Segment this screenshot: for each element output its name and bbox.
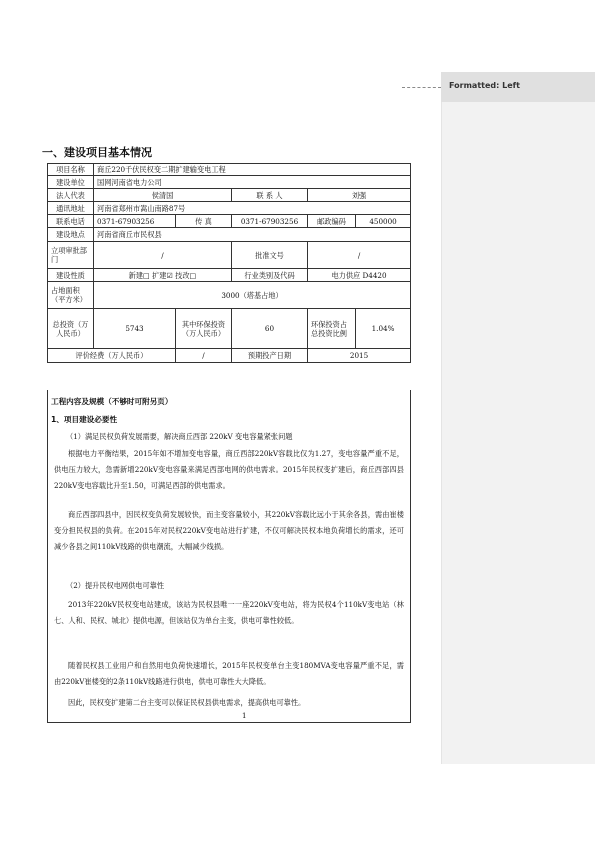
contact-value: 刘强 — [308, 189, 411, 202]
approval-no-value: / — [308, 242, 411, 269]
env-ratio-value: 1.04% — [356, 309, 411, 349]
total-invest-value: 5743 — [94, 309, 176, 349]
industry-value: 电力供应 D4420 — [308, 269, 411, 282]
paragraph-2: 商丘西部四县中，因民权变负荷发展较快，而主变容量较小，其220kV容载比远小于其余各县，需由崔楼变分担民权县的负荷。在2015年对民权220kV变电站进行扩建，不仅可解决民权本地负荷增长的需求，还可减少各县之间110kV线路的供电潮流，大幅减少线损。 — [54, 510, 404, 551]
postcode-label: 邮政编码 — [308, 215, 356, 228]
paragraph-1: 根据电力平衡结果，2015年如不增加变电容量，商丘西部220kV容载比仅为1.27，变电容量严重不足，供电压力较大，急需新增220kV变电容量来满足西部电网的供电需求。2015年民权变扩建后，商丘西部四县220kV变电容载比升至1.50，可满足西部的供电需求。 — [54, 449, 404, 490]
content-heading: 工程内容及规模（不够时可附另页） — [51, 397, 173, 406]
necessity-heading: 1、项目建设必要性 — [51, 415, 118, 424]
table-row — [48, 189, 411, 202]
builder-value: 国网河南省电力公司 — [94, 176, 411, 189]
area-label: 占地面积（平方米） — [48, 282, 94, 309]
fax-value: 0371-67903256 — [232, 215, 308, 228]
nature-label: 建设性质 — [48, 269, 94, 282]
table-row — [48, 282, 411, 309]
project-content-box — [47, 390, 411, 723]
location-label: 建设地点 — [48, 228, 94, 242]
section-title: 一、建设项目基本情况 — [42, 146, 152, 159]
project-name-label: 项目名称 — [48, 164, 94, 176]
builder-label: 建设单位 — [48, 176, 94, 189]
approval-no-label: 批准文号 — [232, 242, 308, 269]
assess-fee-label: 评价经费（万人民币） — [48, 349, 176, 363]
approval-dept-value: / — [94, 242, 232, 269]
table-row — [48, 309, 411, 349]
table-row — [48, 215, 411, 228]
prod-date-label: 预期投产日期 — [232, 349, 308, 363]
page-number: 1 — [242, 712, 247, 720]
paragraph-4: 随着民权县工业用户和自然用电负荷快速增长，2015年民权变单台主变180MVA变电容量严重不足，需由220kV崔楼变的2条110kV线路进行供电，供电可靠性大大降低。 — [54, 661, 404, 686]
paragraph-5: 因此，民权变扩建第二台主变可以保证民权县供电需求，提高供电可靠性。 — [68, 698, 306, 707]
project-info-table — [47, 163, 411, 363]
comment-connector-line — [402, 87, 441, 88]
legal-rep-value: 侯清国 — [94, 189, 232, 202]
format-comment-balloon[interactable] — [441, 72, 595, 102]
table-row — [48, 228, 411, 242]
table-row — [48, 176, 411, 189]
address-value: 河南省郑州市嵩山南路87号 — [94, 202, 411, 215]
assess-fee-value: / — [176, 349, 232, 363]
contact-label: 联 系 人 — [232, 189, 308, 202]
prod-date-value: 2015 — [308, 349, 411, 363]
table-row — [48, 202, 411, 215]
phone-label: 联系电话 — [48, 215, 94, 228]
postcode-value: 450000 — [356, 215, 411, 228]
table-row — [48, 349, 411, 363]
paragraph-3: 2013年220kV民权变电站建成，该站为民权县唯一一座220kV变电站，将为民权4个110kV变电站（林七、人和、民权、城北）提供电源，但该站仅为单台主变，供电可靠性较低。 — [54, 600, 404, 625]
nature-value: 新建□ 扩建☑ 技改□ — [94, 269, 232, 282]
legal-rep-label: 法人代表 — [48, 189, 94, 202]
env-ratio-label: 环保投资占总投资比例 — [308, 309, 356, 349]
env-invest-label: 其中环保投资（万人民币） — [176, 309, 232, 349]
comment-sidebar — [441, 72, 595, 764]
table-row — [48, 242, 411, 269]
area-value: 3000（塔基占地） — [94, 282, 411, 309]
comment-label: Formatted: Left — [449, 81, 520, 90]
phone-value: 0371-67903256 — [94, 215, 176, 228]
total-invest-label: 总投资（万人民币） — [48, 309, 94, 349]
location-value: 河南省商丘市民权县 — [94, 228, 411, 242]
fax-label: 传 真 — [176, 215, 232, 228]
table-row — [48, 164, 411, 176]
table-row — [48, 269, 411, 282]
address-label: 通讯地址 — [48, 202, 94, 215]
item-2-heading: （2）提升民权电网供电可靠性 — [66, 581, 165, 590]
item-1-heading: （1）满足民权负荷发展需要，解决商丘西部 220kV 变电容量紧张问题 — [66, 432, 293, 441]
env-invest-value: 60 — [232, 309, 308, 349]
industry-label: 行业类别及代码 — [232, 269, 308, 282]
project-name-value: 商丘220千伏民权变二期扩建输变电工程 — [94, 164, 411, 176]
approval-dept-label: 立项审批部门 — [48, 242, 94, 269]
